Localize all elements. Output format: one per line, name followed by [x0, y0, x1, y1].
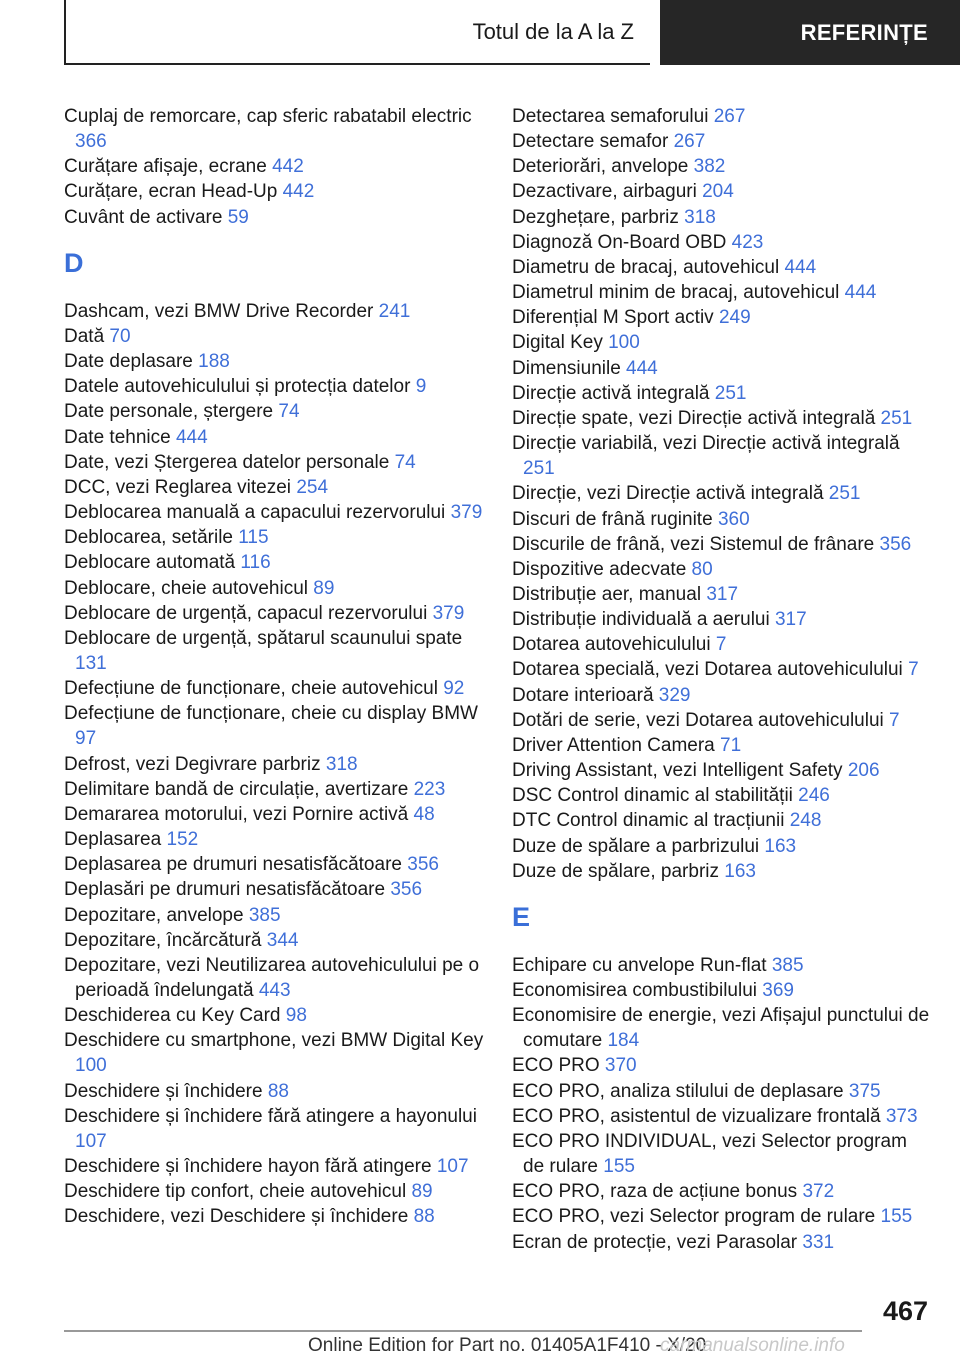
index-entry-text: Deschidere, vezi Deschidere și închidere — [64, 1206, 414, 1228]
index-entry-text: Direcție variabilă, vezi Direcție activă integrală — [512, 433, 900, 455]
index-entry-text: Defecțiune de funcționare, cheie cu display BMW — [64, 703, 478, 725]
index-entry — [64, 205, 494, 230]
page-reference-link[interactable]: 444 — [175, 426, 208, 448]
index-entry-text: Diametru de bracaj, autovehicul — [512, 256, 785, 278]
page-reference-link[interactable]: 100 — [608, 332, 640, 354]
index-entry-text: ECO PRO, vezi Selector program de rulare — [512, 1206, 881, 1228]
index-entry-text: Curățare, ecran Head-Up — [64, 181, 283, 203]
page-reference-link[interactable]: 317 — [774, 609, 807, 631]
index-entry — [64, 349, 494, 374]
index-entry-text: ECO PRO, asistentul de vizualizare frontală — [512, 1105, 886, 1127]
page-reference-link[interactable]: 246 — [798, 785, 830, 807]
page-reference-link[interactable]: 329 — [658, 684, 691, 706]
index-entry-text: Discurile de frână, vezi Sistemul de frânare — [512, 533, 880, 555]
index-entry-text: Cuvânt de activare — [64, 206, 228, 228]
index-entry — [512, 733, 932, 758]
page-reference-link[interactable]: 107 — [75, 1130, 107, 1152]
page-reference-link[interactable]: 206 — [847, 760, 880, 782]
index-entry-text: Discuri de frână ruginite — [512, 508, 718, 530]
page-reference-link[interactable]: 267 — [673, 131, 706, 153]
page-reference-link[interactable]: 7 — [715, 634, 727, 656]
index-entry-text: Deplasarea — [64, 829, 167, 851]
page-reference-link[interactable]: 204 — [702, 181, 734, 203]
index-entry-text: Deschidere cu smartphone, vezi BMW Digital Key — [64, 1030, 484, 1052]
index-entry — [512, 582, 932, 607]
page-reference-link[interactable]: 423 — [731, 231, 764, 253]
index-entry-text: Deplasări pe drumuri nesatisfăcătoare — [64, 879, 391, 901]
page-reference-link[interactable]: 241 — [378, 300, 411, 322]
index-entry-text: ECO PRO — [512, 1055, 605, 1077]
index-entry — [512, 431, 932, 481]
index-entry-text: Deschiderea cu Key Card — [64, 1005, 286, 1027]
index-entry-text: Deblocare, cheie autovehicul — [64, 577, 314, 599]
page-reference-link[interactable]: 100 — [75, 1055, 107, 1077]
index-entry-text: Depozitare, încărcătură — [64, 929, 267, 951]
index-entry-text: Curățare afișaje, ecrane — [64, 156, 273, 178]
index-entry — [64, 374, 494, 399]
index-entry-text: Date deplasare — [64, 351, 199, 373]
index-entry — [64, 928, 494, 953]
page-reference-link[interactable]: 223 — [413, 778, 446, 800]
page-reference-link[interactable]: 372 — [802, 1181, 835, 1203]
page-reference-link[interactable]: 92 — [443, 678, 465, 700]
page-reference-link[interactable]: 98 — [285, 1005, 307, 1027]
index-entry-text: Duze de spălare a parbrizului — [512, 835, 765, 857]
index-entry — [64, 827, 494, 852]
index-entry-text: Digital Key — [512, 332, 609, 354]
page-reference-link[interactable]: 317 — [706, 583, 739, 605]
index-entry — [512, 154, 932, 179]
page-reference-link[interactable]: 70 — [109, 325, 131, 347]
index-entry — [64, 500, 494, 525]
index-entry — [512, 953, 932, 978]
index-entry-text: Cuplaj de remorcare, cap sferic rabatabil electric — [64, 106, 472, 127]
index-entry-text: Dezghețare, parbriz — [512, 206, 685, 228]
page-reference-link[interactable]: 88 — [267, 1080, 289, 1102]
index-entry — [512, 758, 932, 783]
index-entry — [512, 1204, 932, 1229]
index-entry — [64, 450, 494, 475]
watermark: carmanualsonline.info — [660, 1335, 845, 1356]
chapter-tab[interactable]: REFERINȚE — [660, 0, 960, 65]
header-divider-horizontal — [64, 63, 650, 65]
index-entry — [64, 425, 494, 450]
index-column-right — [512, 104, 932, 1255]
page-reference-link[interactable]: 318 — [325, 753, 358, 775]
index-entry — [64, 475, 494, 500]
index-entry — [512, 507, 932, 532]
index-entry — [64, 1154, 494, 1179]
page-reference-link[interactable]: 356 — [879, 533, 912, 555]
index-entry — [64, 525, 494, 550]
index-entry-text: DSC Control dinamic al stabilității — [512, 785, 799, 807]
page-reference-link[interactable]: 80 — [691, 558, 713, 580]
page-reference-link[interactable]: 379 — [450, 502, 483, 524]
index-entry-text: DCC, vezi Reglarea vitezei — [64, 476, 297, 498]
index-entry — [64, 802, 494, 827]
page-reference-link[interactable]: 184 — [607, 1030, 640, 1052]
section-title: Totul de la A la Z — [472, 18, 634, 44]
page-reference-link[interactable]: 9 — [415, 376, 427, 398]
edition-note: Online Edition for Part no. 01405A1F410 - X/20 — [308, 1335, 707, 1356]
index-entry — [512, 381, 932, 406]
index-entry-text: Dată — [64, 325, 110, 347]
index-entry — [512, 255, 932, 280]
page-reference-link[interactable]: 107 — [436, 1156, 469, 1178]
index-entry-text: Ecran de protecție, vezi Parasolar — [512, 1231, 803, 1253]
index-entry — [512, 557, 932, 582]
index-entry — [512, 1104, 932, 1129]
index-entry — [64, 179, 494, 204]
index-entry-text: Duze de spălare, parbriz — [512, 860, 725, 882]
index-entry — [512, 230, 932, 255]
index-entry — [64, 903, 494, 928]
index-entry — [64, 852, 494, 877]
index-entry — [64, 550, 494, 575]
index-entry — [64, 324, 494, 349]
index-entry — [512, 205, 932, 230]
index-entry — [512, 1053, 932, 1078]
index-entry-text: Driving Assistant, vezi Intelligent Safety — [512, 760, 848, 782]
page-reference-link[interactable]: 116 — [240, 552, 271, 574]
page-reference-link[interactable]: 7 — [889, 709, 900, 731]
page-reference-link[interactable]: 443 — [258, 980, 291, 1001]
index-entry-text: Distribuție individuală a aerului — [512, 609, 775, 631]
index-entry-text: Defecțiune de funcționare, cheie autovehicul — [64, 678, 444, 700]
page-reference-link[interactable]: 382 — [693, 156, 726, 178]
page-reference-link[interactable]: 88 — [413, 1206, 435, 1228]
index-entry-text: Deschidere și închidere fără atingere a hayonului — [64, 1105, 477, 1127]
page-reference-link[interactable]: 59 — [227, 206, 249, 228]
page-reference-link[interactable]: 318 — [684, 206, 716, 228]
index-entry-text: Economisirea combustibilului — [512, 980, 763, 1001]
page-reference-link[interactable]: 155 — [880, 1206, 913, 1228]
page-reference-link[interactable]: 379 — [432, 602, 465, 624]
page-reference-link[interactable]: 249 — [718, 307, 751, 329]
page-reference-link[interactable]: 115 — [238, 527, 269, 549]
index-entry — [512, 808, 932, 833]
page-reference-link[interactable]: 356 — [407, 854, 439, 876]
index-entry-text: Deblocare de urgență, capacul rezervorului — [64, 602, 433, 624]
index-entry-text: ECO PRO, analiza stilului de deplasare — [512, 1080, 849, 1102]
page-reference-link[interactable]: 444 — [844, 282, 877, 304]
index-entry-text: Diametrul minim de bracaj, autovehicul — [512, 282, 845, 304]
page-reference-link[interactable]: 74 — [278, 401, 300, 423]
page-reference-link[interactable]: 163 — [764, 835, 797, 857]
index-entry — [64, 299, 494, 324]
page-reference-link[interactable]: 444 — [784, 256, 817, 278]
page-reference-link[interactable]: 71 — [720, 734, 742, 756]
index-entry — [512, 683, 932, 708]
page-number: 467 — [882, 1296, 928, 1326]
index-entry-text: Defrost, vezi Degivrare parbriz — [64, 753, 326, 775]
index-entry-text: ECO PRO, raza de acțiune bonus — [512, 1181, 803, 1203]
page-reference-link[interactable]: 251 — [714, 382, 747, 404]
index-entry-text: Dezactivare, airbaguri — [512, 181, 703, 203]
index-entry — [64, 154, 494, 179]
page-reference-link[interactable]: 444 — [626, 357, 658, 379]
page-reference-link[interactable]: 131 — [75, 652, 107, 674]
page-reference-link[interactable]: 74 — [394, 451, 416, 473]
index-entry — [512, 1003, 932, 1053]
index-entry — [512, 179, 932, 204]
index-entry-text: Detectare semafor — [512, 131, 674, 153]
section-letter: D — [64, 247, 84, 278]
index-entry — [64, 1104, 494, 1154]
page-reference-link[interactable]: 97 — [75, 728, 97, 750]
index-entry — [64, 1079, 494, 1104]
index-entry — [512, 1129, 932, 1179]
index-entry — [64, 953, 494, 1003]
index-entry — [64, 104, 494, 154]
index-entry — [512, 305, 932, 330]
page-reference-link[interactable]: 385 — [248, 904, 281, 926]
index-entry-text: Deschidere și închidere — [64, 1080, 268, 1102]
index-entry-text: ECO PRO INDIVIDUAL, vezi Selector program de rulare — [512, 1130, 907, 1178]
index-entry-text: Deteriorări, anvelope — [512, 156, 694, 178]
index-entry-text: Deschidere și închidere hayon fără atingere — [64, 1156, 437, 1178]
page-reference-link[interactable]: 254 — [296, 476, 329, 498]
page-reference-link[interactable]: 385 — [771, 954, 804, 976]
index-entry — [64, 676, 494, 701]
index-entry — [512, 1079, 932, 1104]
index-entry — [64, 626, 494, 676]
index-entry-text: Dotări de serie, vezi Dotarea autovehiculului — [512, 709, 890, 731]
index-entry — [512, 104, 932, 129]
index-entry — [64, 576, 494, 601]
page-reference-link[interactable]: 369 — [762, 980, 794, 1001]
section-letter: E — [512, 901, 531, 932]
index-entry — [512, 783, 932, 808]
index-entry-text: Direcție spate, vezi Direcție activă integrală — [512, 407, 881, 429]
index-entry — [512, 708, 932, 733]
index-column-left — [64, 104, 494, 1230]
index-entry-text: DTC Control dinamic al tracțiunii — [512, 810, 790, 832]
page-reference-link[interactable]: 89 — [411, 1181, 433, 1203]
page-reference-link[interactable]: 373 — [885, 1105, 918, 1127]
index-entry-text: Deblocare de urgență, spătarul scaunului spate — [64, 627, 463, 649]
index-entry — [512, 330, 932, 355]
page-reference-link[interactable]: 370 — [604, 1055, 637, 1077]
index-entry-text: Deplasarea pe drumuri nesatisfăcătoare — [64, 854, 408, 876]
footer-divider — [64, 1330, 862, 1332]
index-entry — [64, 701, 494, 751]
page-reference-link[interactable]: 251 — [523, 458, 555, 480]
index-entry-text: Demararea motorului, vezi Pornire activă — [64, 803, 414, 825]
index-entry-text: Diferențial M Sport activ — [512, 307, 719, 329]
index-entry-text: Deblocare automată — [64, 552, 241, 574]
index-entry — [512, 129, 932, 154]
index-entry-text: Dotare interioară — [512, 684, 659, 706]
index-entry — [512, 834, 932, 859]
page-reference-link[interactable]: 366 — [75, 131, 107, 153]
page-reference-link[interactable]: 251 — [828, 483, 861, 505]
page-reference-link[interactable]: 7 — [908, 659, 919, 681]
index-entry-text: Economisire de energie, vezi Afișajul punctului de comutare — [512, 1005, 930, 1052]
index-entry — [64, 752, 494, 777]
page-reference-link[interactable]: 442 — [282, 181, 315, 203]
index-entry-text: Echipare cu anvelope Run-flat — [512, 954, 772, 976]
index-entry — [64, 1179, 494, 1204]
index-entry-text: Dotarea specială, vezi Dotarea autovehiculului — [512, 659, 909, 681]
index-entry-text: Detectarea semaforului — [512, 106, 714, 127]
page-reference-link[interactable]: 152 — [166, 829, 199, 851]
page-reference-link[interactable]: 356 — [390, 879, 423, 901]
index-entry — [512, 1179, 932, 1204]
page-reference-link[interactable]: 248 — [789, 810, 822, 832]
page-reference-link[interactable]: 89 — [313, 577, 335, 599]
index-entry — [64, 777, 494, 802]
index-entry — [512, 406, 932, 431]
index-entry — [512, 1230, 932, 1255]
index-entry-text: Deblocarea manuală a capacului rezervorului — [64, 502, 451, 524]
index-entry — [64, 601, 494, 626]
page-reference-link[interactable]: 375 — [848, 1080, 881, 1102]
index-entry — [512, 632, 932, 657]
index-entry — [512, 532, 932, 557]
index-entry-text: Diagnoză On-Board OBD — [512, 231, 732, 253]
page-reference-link[interactable]: 48 — [413, 803, 435, 825]
index-entry-text: Date, vezi Ștergerea datelor personale — [64, 451, 395, 473]
index-entry — [64, 1003, 494, 1028]
index-entry — [512, 978, 932, 1003]
index-entry-text: Datele autovehiculului și protecția datelor — [64, 376, 416, 398]
index-entry-text: Dimensiunile — [512, 357, 627, 379]
index-entry — [512, 657, 932, 682]
index-entry-text: Date personale, ștergere — [64, 401, 279, 423]
index-entry — [64, 399, 494, 424]
index-entry-text: Distribuție aer, manual — [512, 583, 707, 605]
index-entry-text: Date tehnice — [64, 426, 176, 448]
index-entry — [64, 1204, 494, 1229]
index-entry-text: Direcție, vezi Direcție activă integrală — [512, 483, 829, 505]
index-entry — [512, 859, 932, 884]
index-entry — [512, 356, 932, 381]
index-entry — [64, 877, 494, 902]
page-reference-link[interactable]: 442 — [272, 156, 304, 178]
index-entry — [512, 481, 932, 506]
page-reference-link[interactable]: 331 — [802, 1231, 835, 1253]
index-entry — [512, 607, 932, 632]
page-reference-link[interactable]: 267 — [713, 106, 746, 127]
index-entry — [512, 280, 932, 305]
page-reference-link[interactable]: 155 — [603, 1156, 635, 1178]
index-entry-text: Direcție activă integrală — [512, 382, 715, 404]
index-entry-text: Delimitare bandă de circulație, avertizare — [64, 778, 414, 800]
index-entry-text: Deblocarea, setările — [64, 527, 239, 549]
page-reference-link[interactable]: 251 — [880, 407, 913, 429]
index-entry-text: Dotarea autovehiculului — [512, 634, 716, 656]
page-reference-link[interactable]: 188 — [198, 351, 230, 373]
index-entry-text: Driver Attention Camera — [512, 734, 721, 756]
page-reference-link[interactable]: 163 — [724, 860, 756, 882]
index-entry-text: Deschidere tip confort, cheie autovehicul — [64, 1181, 412, 1203]
index-entry-text: Dashcam, vezi BMW Drive Recorder — [64, 300, 379, 322]
index-entry — [64, 1028, 494, 1078]
index-entry-text: Depozitare, vezi Neutilizarea autovehiculului pe o perioadă îndelungată — [64, 954, 480, 1001]
page-reference-link[interactable]: 344 — [266, 929, 299, 951]
page-reference-link[interactable]: 360 — [717, 508, 750, 530]
index-entry-text: Depozitare, anvelope — [64, 904, 249, 926]
index-entry-text: Dispozitive adecvate — [512, 558, 692, 580]
